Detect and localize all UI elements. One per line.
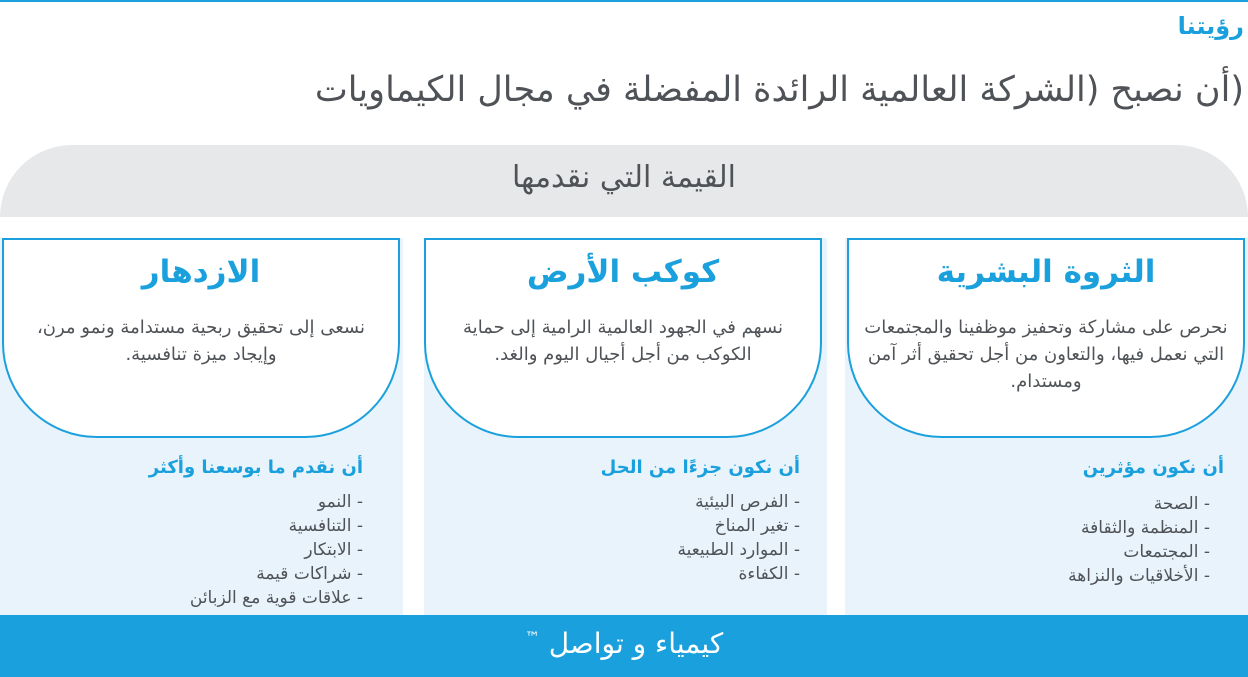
pillar-human-list [1068, 492, 1210, 588]
footer-slogan [0, 627, 1248, 660]
pillar-planet-card [424, 238, 822, 438]
vision-statement: (أن نصبح (الشركة العالمية الرائدة المفضلة في مجال الكيماويات [314, 70, 1244, 110]
pillar-prosperity-list [190, 490, 363, 610]
list-item: - المنظمة والثقافة [1081, 518, 1210, 538]
list-item: - تغير المناخ [714, 516, 800, 536]
pillar-planet-subheading: أن نكون جزءًا من الحل [600, 457, 800, 478]
pillar-human-subheading: أن نكون مؤثرين [1082, 457, 1224, 478]
pillar-human-title: الثروة البشرية [936, 254, 1156, 290]
pillar-prosperity-title: الازدهار [141, 254, 261, 290]
list-item: - الموارد الطبيعية [677, 540, 800, 560]
list-item: - علاقات قوية مع الزبائن [189, 588, 363, 608]
pillar-prosperity-subheading: أن نقدم ما بوسعنا وأكثر [148, 457, 363, 478]
top-divider [0, 0, 1248, 2]
list-item: - الصحة [1153, 494, 1210, 514]
list-item: - الابتكار [304, 540, 363, 560]
list-item: - الأخلاقيات والنزاهة [1068, 566, 1210, 586]
pillar-planet-title: كوكب الأرض [526, 254, 720, 290]
pillar-planet-list [677, 490, 800, 586]
value-title: القيمة التي نقدمها [511, 160, 737, 195]
pillar-human-description: نحرص على مشاركة وتحفيز موظفينا والمجتمعات التي نعمل فيها، والتعاون من أجل تحقيق أثر آمن ومستدام. [864, 317, 1228, 392]
vision-label: رؤيتنا [1177, 12, 1244, 40]
list-item: - الكفاءة [738, 564, 800, 584]
pillar-prosperity-card [2, 238, 400, 438]
footer-text: كيمياء و تواصل [548, 627, 724, 660]
list-item: - شراكات قيمة [256, 564, 363, 584]
list-item: - النمو [317, 492, 363, 512]
pillar-prosperity-description: نسعى إلى تحقيق ربحية مستدامة ونمو مرن، وإيجاد ميزة تنافسية. [36, 317, 366, 365]
pillar-planet-description: نسهم في الجهود العالمية الرامية إلى حماية الكوكب من أجل أجيال اليوم والغد. [463, 317, 783, 365]
list-item: - الفرص البيئية [695, 492, 800, 512]
footer-band [0, 615, 1248, 677]
trademark-mark: ™ [524, 628, 540, 647]
list-item: - التنافسية [288, 516, 363, 536]
pillar-human-card [847, 238, 1245, 438]
list-item: - المجتمعات [1123, 542, 1210, 562]
